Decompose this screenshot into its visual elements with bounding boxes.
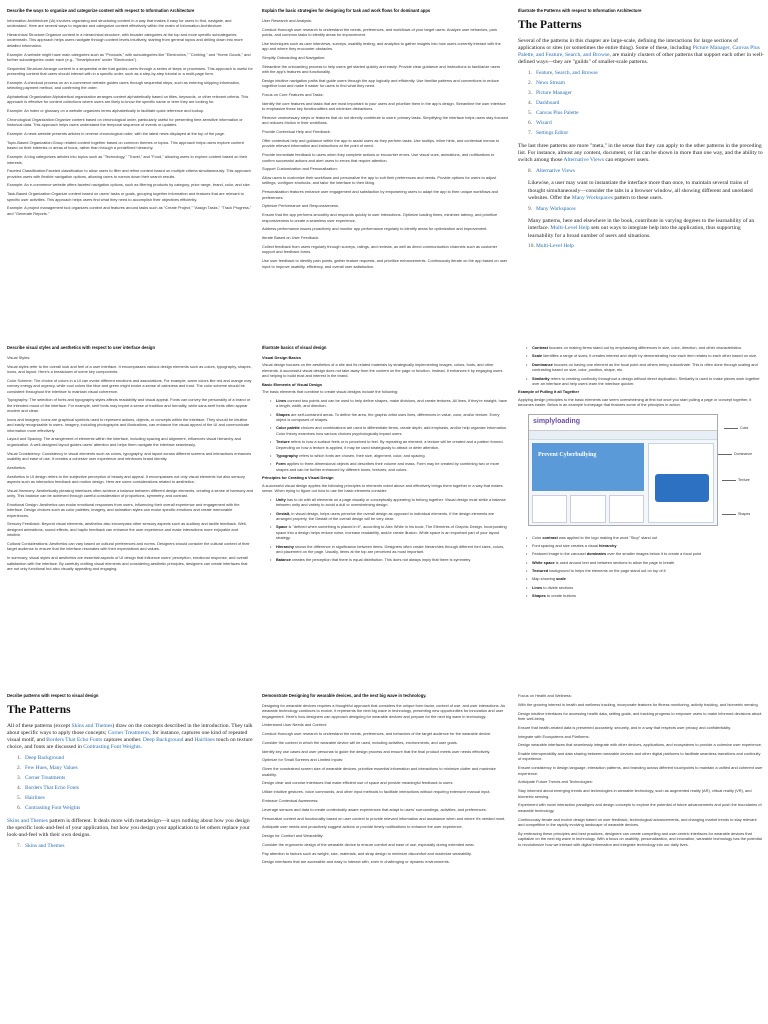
bullet-text: has to do with all elements on a page visually or conceptually appearing to belong together. Visual design must strike a balance between unity and variety to avoid a dull or overwhelming design. [276,496,506,508]
item-label[interactable]: Alternative Views [536,168,575,175]
bullet-term: Lines [276,397,287,403]
bullet-text: creates the perception that there is equal distribution. This does not always imply that there is symmetry. [292,557,472,563]
paragraph: Identify key use cases and user personas to guide the design process and ensure that the final product meets user needs effectively. [262,748,491,754]
paragraph: Design intuitive interfaces for accessing health data, setting goals, and tracking progress to empower users to make informed decisions about their well-being. [518,710,762,721]
item-label[interactable]: Corner Treatments [25,775,66,782]
page-heading: Decribe patterns with respect to visual design [7,693,99,698]
item-number: 4. [17,785,22,792]
paragraph: A successful visual design applies the following principles to elements noted above and effectively brings them together in a way that makes sense. When trying to figure out how to use the basic elements consider: [262,482,503,493]
pattern-item-9 [528,206,764,213]
bullet-term: Texture [276,439,290,445]
list-item[interactable] [528,120,764,127]
item-label[interactable]: Picture Manager [536,90,572,97]
bullet-text: is "defined when something is placed in it", according to Alex White in his book, The Elements of Graphic Design. Incorporating space into a design helps reduce noise, increase readability, and/or create illusion. White space is an important part of your layout strategy. [276,524,507,541]
bullet-term: contrast [542,534,558,540]
paragraph: Cultural Considerations: Aesthetics can vary based on cultural preferences and norms. Designers should consider the cultural context of their target audience to ensure that the interface resonates with their expectations and values. [7,541,250,552]
paragraph: Optimize for Small Screens and Limited Inputs: [262,757,344,763]
item-label[interactable]: Settings Editor [536,130,569,137]
list-item[interactable] [17,843,253,850]
bullet-term: Unity [276,496,286,502]
paragraph: Leverage sensors and data to create contextually aware experiences that adapt to users' surroundings, activities, and preferences. [262,806,487,812]
page-visual-design-basics [262,345,508,675]
item-number: 2. [17,765,22,772]
page-body [518,693,764,847]
bullet-term: dominates [586,551,607,557]
bullet-text: Featured image in the carousel [532,551,587,557]
bullet-text: over the smaller images below it to create a focal point [607,551,702,557]
corner-treatments-link[interactable]: Corner Treatments, [107,729,152,736]
paragraph: Example: A checkout process on an e-commerce website guides users through sequential steps, such as entering shipping information, selecting payment method, and confirming the order. [7,79,240,91]
paragraph: Integrate with Ecosystems and Platforms: [518,733,590,739]
item-number: 7. [17,842,22,849]
subheading: Basic Elements of Visual Design [262,381,323,387]
bullet-text: Color [532,534,543,540]
paragraph: Aesthetics in UI design refers to the subjective perception of beauty and appeal. It encompasses not only visual elements but also sensory aspects such as interaction feedback and motion design. Here are some considerations related to aesthetics: [7,473,245,484]
paragraph: Design clear and concise interfaces that make efficient use of space and provide meaningful feedback to users. [262,780,454,786]
callout-color: Color [740,425,749,430]
list-item[interactable] [528,100,764,107]
paragraph: Emotional Design: Aesthetics can evoke emotional responses from users, influencing their overall experience and engagement with the interface. Design choices such as color palettes, imagery, and animation styles can evoke specific emotions and create memorable experiences. [7,501,240,518]
item-label[interactable]: News Stream [536,80,565,87]
bullet-text: shows the difference in significance between items. Designers often create hierarchies through different font sizes, colors, and placement on the page. Usually, items at the top are perceived as most important. [276,543,505,554]
paragraph: Aesthetics: [7,464,27,470]
subheading: Principles for Creating a Visual Design [262,475,334,481]
subheading: Visual Design Basics [262,354,302,360]
bullet-text: Font spacing and size creates a visual [532,542,600,548]
paragraph: Designing for wearable devices requires a thoughtful approach that considers the unique form factor, context of use, and user interactions. As wearable technology continues to evolve, it represents the next big wave in technology, presenting new opportunities for innovation and user engagement. Here's how designers can approach designing for wearable devices and prepare for the next big wave in technology: [262,702,506,719]
paragraph: Layout and Spacing: The arrangement of elements within the interface, including spacing and alignment, influences visual hierarchy and organization. A well-designed layout guides users' attention and helps them navigate the interface seamlessly. [7,436,241,447]
bullet-item [270,425,508,436]
para-text-end: sets out ways to integrate help into the application, thus supporting learnability for a broad number of users and situations. [528,225,741,239]
bullet-term: Textured [532,568,549,574]
page-task-workflows [262,8,508,333]
screenshot-hero [532,443,644,491]
bullet-term: Hierarchy [276,543,294,549]
list-item[interactable] [17,755,253,762]
bullet-item [526,376,764,387]
paragraph: Pay attention to factors such as weight, size, materials, and strap design to minimize discomfort and maximize wearability. [262,850,472,856]
item-label[interactable]: Borders That Echo Fonts [25,785,79,792]
bullet-text: focuses on having one element as the focal point and others being subordinate. This is often done through scaling and contrasting based on size, color, position, shape, etc. [532,361,758,373]
callout-dominance: Dominance [734,451,753,456]
screenshot-logo: simplyloading [529,415,717,431]
meta-text-end: can empower users. [605,157,650,164]
paragraph: Optimize Performance and Responsiveness. [262,203,339,209]
item-label[interactable]: Many Workspaces [536,205,576,212]
bullet-term: Similarity [532,375,550,381]
bullet-text: refers to creating continuity throughout a design without direct duplication. Similarity is used to make pieces work together over an interface and help users learn the interface quicker. [532,375,760,386]
intro-text: Several of the patterns in this chapter are large-scale, defining the interactions for large sections of applications or sites (or sometimes the entire thing). Some of these, including [518,37,739,51]
paragraph: Focus on Health and Wellness: [518,693,572,698]
paragraph: Example: An e-commerce website offers faceted navigation options, such as filtering products by category, price range, brand, color, and size. [7,182,251,188]
page-heading: Explain the basic strategies for designing for task and work flows for dominant apps [262,8,431,13]
bullet-item [270,398,508,409]
bullet-item [526,585,764,590]
bullet-term: Lines [532,584,543,590]
paragraph: Collect feedback from users regularly through surveys, ratings, and reviews, as well as direct communication channels such as customer support and feedback forms. [262,243,498,255]
bullet-item [270,557,508,562]
bullet-item [270,461,508,472]
page-wearable-design [262,693,508,1018]
paragraph: Personalize content and functionality based on user context to provide relevant information and assistance when and where it's needed most. [262,815,506,821]
page-heading: Illustrate the Patterns with respect to Information Architecture [518,8,642,13]
callout-shapes: Shapes [738,511,751,516]
bullet-text: is used around text and between sections to allow the page to breath [555,559,675,565]
paragraph: Utilize intuitive gestures, voice commands, and other input methods to facilitate interactions without requiring extensive manual input. [262,789,491,795]
paragraph: Example: A news website presents articles in reverse chronological order, with the latest news displayed at the top of the page. [7,131,225,137]
bullet-term: Typography [276,453,298,459]
paragraph: Visual design focuses on the aesthetics of a site and its related materials by strategically implementing images, colors, fonts, and other elements. A successful visual design does not take away from the content on the page or function. Instead, it enhances it by engaging users and helping to build trust and interest in the brand. [262,362,503,378]
paragraph: Applying design principles to the basic elements can seem overwhelming at first but once you start pulling a page or concept together, it becomes easier. Below is an example homepage that features some of the principles in action. [518,396,752,408]
page-body [262,703,508,865]
bullet-item [526,535,764,540]
intro-text-end: are mainly clusters of other patterns that support each other in well-defined ways—they are "guilds" of smaller-scale patterns. [518,52,764,66]
list-item[interactable] [17,775,253,782]
intro-paragraph [518,38,764,67]
paragraph: With the growing interest in health and wellness tracking, incorporate features for fitness monitoring, activity tracking, and biometric sensing. [518,701,759,707]
elements-list [270,398,508,472]
item-number: 7. [528,130,533,137]
item-number: 1. [17,755,22,762]
page-heading: Describe the ways to organize and categorize content with respect to Information Architecture [7,8,195,13]
many-workspaces-link[interactable]: Many Workspaces [571,195,613,202]
paragraph: Personalization features enhance user engagement and satisfaction by empowering users to adapt the app to their unique workflows and preferences. [262,189,498,200]
page-visual-styles [7,345,253,675]
deep-background-link[interactable]: Deep Background [142,737,184,744]
example-notes-list [526,535,764,599]
paragraph: Design intuitive navigation paths that guide users through the app logically and efficiently. Use familiar patterns and conventions to reduce cognitive load and make it easier for users to find what they need. [262,77,499,89]
paragraph: Example: A blog categorizes articles into topics such as "Technology," "Travel," and "Food," allowing users to explore content based on their interests. [7,154,248,165]
paragraph: Address performance issues proactively and monitor app performance regularly to identify areas for optimization and improvement. [262,226,488,232]
paragraph: Sensory Feedback: Beyond visual elements, aesthetics also encompass other sensory aspects such as auditory and tactile feedback. Well-designed animations, sound effects, and haptic feedback can enhance the user experience and make interactions more enjoyable and intuitive. [7,521,247,538]
bullet-term: Space [276,524,288,530]
workspaces-paragraph [528,180,764,202]
paragraph: Conduct thorough user research to understand the needs, preferences, and workflows of your target users. Analyze user behaviors, pain points, and common tasks to identify areas for improvement. [262,26,497,37]
item-number: 4. [528,100,533,107]
paragraph: Information Architecture (IA) involves organizing and structuring content in a way that makes it easy for users to find, navigate, and understand. Here are several ways to organize and categorize content effectively within the realm of Information Architecture: [7,17,232,29]
paragraph: Topic-Based Organization:Group related content together based on common themes or topics. This approach helps users explore content based on their interests or areas of focus, rather than through a predefined hierarchy. [7,139,244,151]
section-title: The Patterns [7,703,71,716]
item-label[interactable]: Few Hues, Many Values [25,765,78,772]
bullet-item [526,362,764,373]
paragraph: Understand User Needs and Context: [262,722,327,728]
bullet-term: hierarchy [599,542,617,548]
bullet-text: was applied to the logo making the word "Stop" stand out [558,534,658,540]
paragraph: Focus on Core Features and Tasks: [262,92,324,98]
help-paragraph [528,218,764,240]
paragraph: Experiment with novel interaction paradigms and design concepts to explore the potential of future advancements and push the boundaries of wearable technology. [518,802,762,813]
paragraph: Ensure consistency in design language, interaction patterns, and branding across different touchpoints to maintain a unified and coherent user experience. [518,765,763,776]
multi-level-help-link[interactable]: Multi-Level Help [550,225,590,232]
paragraph: Design for Comfort and Wearability: [262,833,324,839]
text: pattern is different. It deals more with metadesign—it says nothing about how you design the specific look-and-feel of your application, but how you design your application to let others replace your look-and-feel with their own designs. [7,817,250,839]
paragraph: In summary, visual styles and aesthetics are essential aspects of UI design that influence users' perception, emotional response, and overall satisfaction with the interface. By carefully crafting visual elements and considering aesthetic principles, designers can create interfaces that are not only functional but also visually appealing and engaging. [7,555,248,571]
text: captures another. [103,737,142,744]
para-text: Likewise, a user may want to instantiate the interface more than once, to maintain several trains of thought simultaneously—consider the tabs in a browser window, all showing different and unrelated websites. Offer the [528,180,753,202]
paragraph: Given the constrained screen size of wearable devices, prioritize essential information and interactions to minimize clutter and maximize usability. [262,766,496,777]
bullet-text: background to helps the elements on the page stand out on top of it [549,568,666,574]
bullet-item [270,412,508,423]
bullet-term: Contrast [532,345,548,350]
intro-paragraph [7,723,253,752]
item-number: 9. [528,205,533,212]
principles-list-cont [526,345,764,386]
bullet-text: are self-contained areas. To define the area, the graphic artist uses lines, differences in value, color, and/or texture. Every object is composed of shapes. [276,411,500,423]
page-body [262,18,508,269]
section-title: The Patterns [518,18,582,31]
paragraph: Streamline the onboarding process to help users get started quickly and easily. Provide clear guidance and instructions to familiarize users with the app's features and functionality. [262,63,501,75]
meta-text: The last three patterns are more "meta," in the sense that they can apply to the other patterns in the preceding list. For instance, almost any content, document, or list can be shown in more than one way, and the ability to switch among those [518,142,763,164]
patterns-list [528,70,764,138]
paragraph: Anticipate Future Trends and Technologies: [518,779,593,785]
bullet-text: in visual design, helps users perceive the overall design as opposed to individual elements. If the design elements are arranged properly, the Gestalt of the overall design will be very clear. [276,510,495,521]
text: touch on texture choice, and fonts are discussed in [7,737,253,751]
paragraph: Simplify Onboarding and Navigation: [262,54,326,60]
bullet-term: White space [532,559,555,565]
bullet-term: Dominance [532,361,553,367]
paragraph: Continuously iterate and evolve design based on user feedback, technological advancements, and changing market trends to stay relevant and competitive in the rapidly evolving landscape of wearable devices. [518,816,757,827]
item-number: 5. [17,795,22,802]
page-information-architecture-organize [7,8,253,333]
item-label[interactable]: Dashboard [536,100,560,107]
bullet-term: Balance [276,557,291,563]
list-item[interactable] [528,168,764,175]
list-item[interactable] [528,110,764,117]
paragraph: Support Customization and Personalization: [262,166,338,172]
paragraph: Conduct thorough user research to understand the needs, preferences, and behaviors of the target audience for the wearable device. [262,731,492,737]
bullet-item [526,568,764,573]
intro-links[interactable]: Picture Manager, Canvas Plus Palette, and Feature, Search, and Browse, [518,44,760,59]
page-body [7,355,253,572]
paragraph: Provide Contextual Help and Feedback: [262,129,331,135]
paragraph: Example: A website might have main categories such as "Products," with subcategories like "Electronics," "Clothing," and "Home Goods," and further subcategories under each (e.g., "Smartphones" under "Electronics"). [7,51,251,62]
bullet-term: scale [556,576,566,582]
skins-themes-link[interactable]: Skins and Themes [71,722,113,729]
paragraph: Visual Harmony: Aesthetically pleasing interfaces often achieve a balance between different design elements, creating a sense of harmony and unity. This balance can be achieved through careful consideration of proportions, symmetry, and contrast. [7,487,253,499]
para-text: Many patterns, here and elsewhere in the book, contribute in varying degrees to the learnability of an interface. [528,218,755,232]
paragraph: By embracing these principles and best practices, designers can create compelling and user-centric interfaces for wearable devices that capitalize on the next big wave in technology. With a focus on usability, personalization, and innovation, wearable technology has the potential to revolutionize how we interact with digital information and integrate technology into our daily lives. [518,830,762,847]
bullet-item [526,576,764,581]
paragraph: Color Scheme: The choice of colors in a UI can evoke different emotions and associations. For example, warm colors like red and orange may convey energy and urgency, while cool colors like blue and green might evoke a sense of calmness and trust. The color scheme should be consistent throughout the interface to maintain visual coherence. [7,377,252,394]
bullet-item [270,524,508,540]
page-visual-patterns [7,693,253,1018]
bullet-text: Map showing [532,576,557,582]
item-number: 5. [528,110,533,117]
paragraph: Use user feedback to identify pain points, gather feature requests, and prioritize enhancements. Continuously iterate on the app based on user input to improve usability, efficiency, and overall user satisfaction. [262,258,508,269]
borders-echo-fonts-link[interactable]: Borders That Echo Fonts [46,737,103,744]
paragraph: Remove unnecessary steps or features that do not directly contribute to users' primary tasks. Simplifying the interface helps users stay focused and reduces friction in their workflows. [262,115,508,126]
paragraph: Provide immediate feedback to users when they complete actions or encounter errors. Use visual cues, animations, and notifications to confirm successful actions and alert users to errors that require attention. [262,152,495,163]
hero-title: Prevent Cyberbullying [538,451,597,458]
pattern-item-10 [528,243,764,250]
paragraph: Hierarchical Structure:Organize content in a hierarchical structure, with broader categories at the top and more specific subcategories underneath. This approach helps users navigate through content levels intuitively, starting from general topics and drilling down into more detailed information. [7,31,243,48]
item-number: 1. [528,70,533,77]
text: All of these patterns (except [7,722,71,729]
list-item[interactable] [528,70,764,77]
patterns-list [17,755,253,813]
screenshot-cards [532,495,644,523]
item-label[interactable]: Skins and Themes [25,842,65,849]
bullet-text: identifies a range of sizes; it creates interest and depth by demonstrating how each item relates to each other based on size. [543,353,758,359]
text: and [184,737,193,744]
paragraph: Visual Styles: [7,354,31,360]
meta-paragraph [518,143,764,165]
subheading: Example of Pulling it all Together [518,389,580,395]
paragraph: Allow users to customize their workflows and personalize the app to suit their preferences and needs. Provide options for users to adjust settings, configure shortcuts, and tailor the interface to their liking. [262,175,497,186]
bullet-item [270,544,508,555]
paragraph: Visual styles refer to the overall look and feel of a user interface. It encompasses various design elements such as colors, typography, shapes, icons, and layout. Here's a breakdown of some key components: [7,363,252,374]
paragraph: Chronological Organization:Organize content based on chronological order, particularly useful for presenting time-sensitive information or historical data. This approach helps users understand the temporal sequence of events or updates. [7,117,243,128]
bullet-text: to create buttons [546,593,576,599]
text: for instance, captures one kind of repeated visual motif, and [7,729,248,744]
bullet-text: connect two points and can be used to help define shapes, make divisions, and create textures. All lines, if they're straight, have a length, width, and direction. [276,397,508,409]
bullet-item [526,543,764,548]
item-label[interactable]: Deep Background [25,755,65,762]
bullet-text: refers to how a surface feels or is perceived to feel. By repeating an element, a texture will be created and a pattern formed. Depending on how a texture is applied, it may be used strategically to attract or deter attention. [276,439,504,450]
paragraph: Ensure that the app performs smoothly and responds quickly to user interactions. Optimize loading times, minimize latency, and prioritize responsiveness to create a seamless user experience. [262,212,498,223]
item-label[interactable]: Feature, Search, and Browse [536,70,598,77]
paragraph: Visual Consistency: Consistency in visual elements such as colors, typography, and layout across different screens and interactions enhances usability and ease of use. It creates a cohesive user experience and reinforces brand identity. [7,450,252,461]
screenshot-nav [529,431,717,440]
paragraph: Stay informed about emerging trends and technologies in wearable technology, such as augmented reality (AR), virtual reality (VR), and biometric sensing. [518,788,752,799]
item-label[interactable]: Hairlines [25,795,45,802]
bullet-item [270,511,508,522]
item-label[interactable]: Canvas Plus Palette [536,110,579,117]
contrasting-font-weights-link[interactable]: Contrasting Font Weights. [83,744,142,751]
item-number: 3. [17,775,22,782]
page-ia-patterns [518,8,764,333]
paragraph: Enable interoperability and data sharing between wearable devices and other digital platforms to facilitate seamless transitions and continuity of experience. [518,751,761,762]
pattern-item-8 [528,168,764,175]
paragraph: Typography: The selection of fonts and typography styles affects readability and visual appeal. Fonts can convey the personality of a brand or the intended mood of the interface. For example, serif fonts may impart a sense of tradition and formality, while sans-serif fonts often appear modern and clean. [7,397,251,414]
paragraph: Iterate Based on User Feedback: [262,235,320,241]
item-label[interactable]: Wizard [536,120,552,127]
item-label[interactable]: Contrasting Font Weights [25,805,81,812]
paragraph: Offer contextual help and guidance within the app to assist users as they perform tasks. Use tooltips, inline hints, and contextual menus to provide relevant information and instructions at the point of need. [262,137,500,149]
list-item[interactable] [528,130,764,137]
list-item[interactable] [528,206,764,213]
bullet-item [270,439,508,450]
bullet-term: Scale [532,353,543,359]
bullet-term: Shapes [276,411,290,417]
bullet-term: Color palette [276,425,300,431]
page-wearable-design-cont [518,693,764,1018]
alternative-views-link[interactable]: Alternative Views [563,157,604,164]
item-number: 6. [528,120,533,127]
paragraph: Faceted Classification:Faceted classification to allow users to filter and refine content based on multiple criteria simultaneously. This approach provides users with flexible navigation options, allowing users to narrow down their search results. [7,168,251,179]
example-homepage-screenshot [518,412,764,530]
page-heading: Illustrate basics of visual design [262,345,327,350]
paragraph: Example: A project management tool organizes content and features around tasks such as "Create Project," "Assign Tasks," "Track Progress," and "Generate Reports." [7,205,252,216]
paragraph: Consider the ergonomic design of the wearable device to ensure comfort and ease of use, especially during extended wear. [262,841,475,847]
paragraph: Embrace Contextual Awareness: [262,798,319,803]
bullet-item [526,345,764,350]
bullet-text: choices and combinations are used to differentiate items, create depth, add emphasis, and/or help organize information. Color theory examines how various choices psychologically impact users. [276,425,508,436]
bullet-term: Form [276,461,286,467]
bullet-item [526,560,764,565]
paragraph: Sequential Structure:Arrange content in a sequential order that guides users through a series of steps or processes. This approach is useful for presenting content that users should interact with in a specific order, such as a step-by-step tutorial or a multi-page form. [7,65,253,77]
list-item[interactable] [17,805,253,812]
pattern-item-7 [17,843,253,850]
paragraph: Anticipate user needs and proactively suggest actions or provide timely notifications to enhance the user experience. [262,824,463,830]
paragraph: Consider the context in which the wearable device will be used, including activities, environments, and user goals. [262,739,458,745]
bullet-text: focuses on making items stand out by emphasizing differences in size, color, direction, and other characteristics. [549,345,743,350]
paragraph: Example: An index or glossary on a website organizes terms alphabetically to facilitate quick reference and lookup. [7,108,205,114]
para-text-end: pattern to these users. [614,195,663,202]
bullet-item [270,453,508,458]
hairlines-link[interactable]: Hairlines [194,737,215,744]
paragraph: Ensure that health-related data is presented accurately, securely, and in a way that respects user privacy and confidentiality. [518,724,732,730]
skins-themes-link[interactable]: Skins and Themes [7,817,48,824]
list-item[interactable] [528,243,764,250]
text: ) draw on the concepts described in the introduction. They talk about specific ways to apply those concepts; [7,722,253,736]
bullet-text: refers to which fonts are chosen, their size, alignment, color, and spacing. [299,453,426,459]
screenshot-frame [528,414,718,526]
bullet-term: Shapes [532,593,546,599]
list-item[interactable] [17,795,253,802]
page-heading: Demonstrate Designing for wearable devices, and the next big wave in technology. [262,693,427,698]
paragraph: Alphabetical Organization:Alphabetical organization arranges content alphabetically based on titles, keywords, or other relevant criteria. This approach is effective for content collections where users are likely to know the specific name or term they are looking for. [7,94,249,105]
bullet-item [270,497,508,508]
paragraph: Design interfaces that are accessible and easy to interact with, even in challenging or dynamic environments. [262,859,450,865]
bullet-item [526,593,764,598]
item-number: 6. [17,805,22,812]
page-visual-design-example [518,345,764,675]
item-number: 8. [528,168,533,175]
callout-texture: Texture [738,477,750,482]
page-body [7,18,253,216]
paragraph: The basic elements that combine to create visual designs include the following: [262,389,399,395]
page-heading: Describe visual styles and aesthetics with respect to user interface design [7,345,156,350]
bullet-text: to divide sections [543,584,574,590]
paragraph: Design wearable interfaces that seamlessly integrate with other devices, applications, and ecosystems to provide a cohesive user experience. [518,742,762,748]
paragraph: Task-Based Organization:Organize content based on users' tasks or goals, grouping together information and features that are relevant to specific user activities. This approach helps users find what they need to accomplish their objectives efficiently. [7,191,244,202]
bullet-text: applies to three-dimensional objects and describes their volume and mass. Form may be created by combining two or more shapes and can be further enhanced by different tones, textures, and colors. [276,461,500,472]
bullet-term: Gestalt, [276,510,291,516]
paragraph: User Research and Analysis: [262,17,312,23]
bullet-item [526,551,764,556]
screenshot-sidebar [648,443,714,523]
paragraph: Use techniques such as user interviews, surveys, usability testing, and analytics to gather insights into how users currently interact with the app and where they encounter obstacles. [262,40,501,52]
paragraph: Icons and Imagery: Icons are graphical symbols used to represent actions, objects, or concepts within the interface. They should be intuitive and easily recognizable to users. Imagery, including photographs and illustrations, can enhance the visual appeal of the UI and communicate information more effectively. [7,416,250,433]
list-item[interactable] [17,765,253,772]
principles-list [270,497,508,563]
item-label[interactable]: Multi-Level Help [536,243,574,250]
item-number: 3. [528,90,533,97]
item-number: 10. [528,243,535,250]
map-image [655,474,709,502]
list-item[interactable] [17,785,253,792]
list-item[interactable] [528,80,764,87]
paragraph: Identify the core features and tasks that are most important to your users and prioritize them in the app's design. Streamline the user interface to emphasize these key functionalities and minimize distractions. [262,100,506,112]
item-number: 2. [528,80,533,87]
skins-paragraph [7,818,253,840]
list-item[interactable] [528,90,764,97]
bullet-item [526,353,764,358]
